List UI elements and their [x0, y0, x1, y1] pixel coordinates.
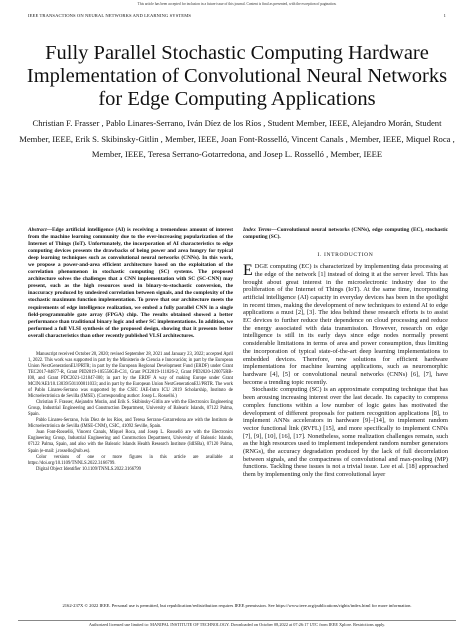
- intro-paragraph-2: Stochastic computing (SC) is an approximate computing technique that has been arousing increasing interest over the last decade. Its capacity to compress complex functions within a low number of logic gates has motivated the development of different proposals for pattern recognition applications [8], to implement ANNs accelerators in hardware [9]–[14], to implement random vector functional link (RVFL) [15], and more specifically to implement CNNs [7], [9], [10], [16], [17]. Nonetheless, some realization challenges remain, such as the high resources used to implement independent random number generators (RNGs), the accuracy degradation produced by the lack of full decorrelation between signals, and the compactness of convolutional and max-pooling (MP) functions. Tackling these issues is not a trivial issue. Lee et al. [18] approached them by implementing only the first convolutional layer: [243, 386, 448, 479]
- acceptance-note: This article has been accepted for inclusion in a future issue of this journal. Content is final as presented, with the exception of pagination.: [137, 2, 337, 6]
- right-column: [243, 227, 448, 479]
- page-number: 1: [443, 13, 446, 18]
- left-column: [28, 227, 233, 473]
- journal-name: IEEE TRANSACTIONS ON NEURAL NETWORKS AND LEARNING SYSTEMS: [28, 13, 192, 18]
- affiliation-note: Pablo Linares-Serrano, Iván Díez de los Ríos, and Teresa Serrano-Gotarredona are with the Instituto de Microelectrónica de Sevilla (IMSE-CNM), CSIC, 41092 Seville, Spain.: [28, 418, 233, 430]
- index-terms-label: Index Terms: [243, 227, 272, 233]
- affiliation-note: Christian F. Frasser, Alejandro Morán, and Erik S. Skibinsky-Gitlin are with the Electronics Engineering Group, Industrial Engineering and Construction Department, University of Balearic Islands, 07122 Palma, Spain.: [28, 400, 233, 418]
- author-list: Christian F. Frasser , Pablo Linares-Serrano, Iván Díez de los Ríos , Student Member, IEEE, Alejandro Morán, Student Member, IEEE, Erik S. Skibinsky-Gitlin , Member, IEEE, Joan Font-Rosselló, Vincent Canals , Member, IEEE, Miquel Roca , Member, IEEE, Teresa Serrano-Gotarredona, and Josep L. Rosselló , Member, IEEE: [19, 118, 455, 159]
- paper-title: Fully Parallel Stochastic Computing Hardware Implementation of Convolutional Neural Networks for Edge Computing Applications: [26, 42, 448, 110]
- manuscript-note: Manuscript received October 20, 2020; revised September 28, 2021 and January 23, 2022; accepted April 1, 2022. This work was supported in part by the Ministerio de Ciencia e Innovación; in part by the European Union NextGenerationEU/PRTR; in part by the European Regional Development Fund (ERDF) under Grant TEC2017-84877-R, Grant PID2019-105556GB-C31, Grant PCI2019-111826-2, Grant PID2020-120075RB-I00, and Grant PDC2021-121847-I00; in part by the ERDF A way of making Europe under Grant MCIN/AEI/10.13039/501100011033; and in part by the European Union NextGenerationEU/PRTR. The work of Pablo Linares-Serrano was supported by the CSIC JAE-Intro ICU 2019 Scholarship, Instituto de Microelectrónica de Sevilla (IMSE). (Corresponding author: Josep L. Rosselló.): [28, 351, 233, 400]
- license-banner: Authorized licensed use limited to: MANIPAL INSTITUTE OF TECHNOLOGY. Downloaded on October 08,2022 at 07:26:17 UTC from IEEE Xplore. Restrictions apply.: [88, 622, 386, 627]
- index-terms: [243, 227, 448, 241]
- drop-cap: E: [243, 262, 253, 280]
- intro-paragraph-1-text: DGE computing (EC) is characterized by implementing data processing at the edge of the network [1] instead of doing it at the server level. This has brought about great interest in the microelectronic industry due to the proliferation of the Internet of Things (IoT). At the same time, incorporating artificial intelligence (AI) capacity in everyday devices has been in the spotlight in recent times, making the development of new techniques to extend AI to edge applications a must [2], [3]. The idea behind these research efforts is to assist EC devices to further reduce their dependence on cloud processing and reduce the energy associated with data transmission. However, research on edge intelligence is still in its early days since edge nodes normally present considerable limitations in terms of area and power consumption, thus limiting the incorporation of typical state-of-the-art deep learning implementations to embedded devices. Therefore, new solutions for efficient hardware implementations for machine learning applications, such as neuromorphic hardware [4], [5] or convolutional neural networks (CNNs) [6], [7], have become a trending topic recently.: [243, 263, 448, 386]
- abstract-label: Abstract: [28, 227, 47, 233]
- section-heading: I. INTRODUCTION: [317, 252, 374, 259]
- affiliation-footnote: [28, 352, 233, 473]
- intro-paragraph-1: [243, 263, 448, 386]
- doi-note: Digital Object Identifier 10.1109/TNNLS.2022.3166799: [36, 466, 141, 472]
- color-figures-note: Color versions of one or more figures in this article are available at https://doi.org/10.1109/TNNLS.2022.3166799.: [28, 454, 233, 466]
- index-terms-text: —Convolutional neural networks (CNNs), edge computing (EC), stochastic computing (SC).: [243, 227, 448, 241]
- copyright-notice: 2162-237X © 2022 IEEE. Personal use is permitted, but republication/redistribution requires IEEE permission. See https://www.ieee.org/publications/rights/index.html for more information.: [62, 603, 412, 608]
- abstract-text: —Edge artificial intelligence (AI) is receiving a tremendous amount of interest from the machine learning community due to the ever-increasing popularization of the Internet of Things (IoT). Unfortunately, the incorporation of AI characteristics to edge computing devices presents the drawbacks of being power and area hungry for typical deep learning techniques such as convolutional neural networks (CNNs). In this work, we propose a power-and-area efficient architecture based on the exploitation of the correlation phenomenon in stochastic computing (SC) systems. The proposed architecture solves the challenges that a CNN implementation with SC (SC-CNN) may present, such as the high resources used in binary-to-stochastic conversion, the inaccuracy produced by undesired correlation between signals, and the complexity of the stochastic maximum function implementation. To prove that our architecture meets the requirements of edge intelligence realization, we embed a fully parallel CNN in a single field-programmable gate array (FPGA) chip. The results obtained showed a better performance than traditional binary logic and other SC implementations. In addition, we performed a full VLSI synthesis of the proposed design, showing that it presents better overall characteristics than other recently published VLSI architectures.: [28, 227, 233, 339]
- affiliation-note: Joan Font-Rosselló, Vincent Canals, Miquel Roca, and Josep L. Rosselló are with the Electronics Engineering Group, Industrial Engineering and Construction Department, University of Balearic Islands, 07122 Palma, Spain, and also with the Balearic Islands Health Research Institute (IdISBa), 07120 Palma, Spain (e-mail: j.rossello@uib.es).: [28, 430, 233, 454]
- introduction-body: [243, 263, 448, 479]
- abstract: [28, 227, 233, 340]
- footer-divider: [18, 620, 456, 621]
